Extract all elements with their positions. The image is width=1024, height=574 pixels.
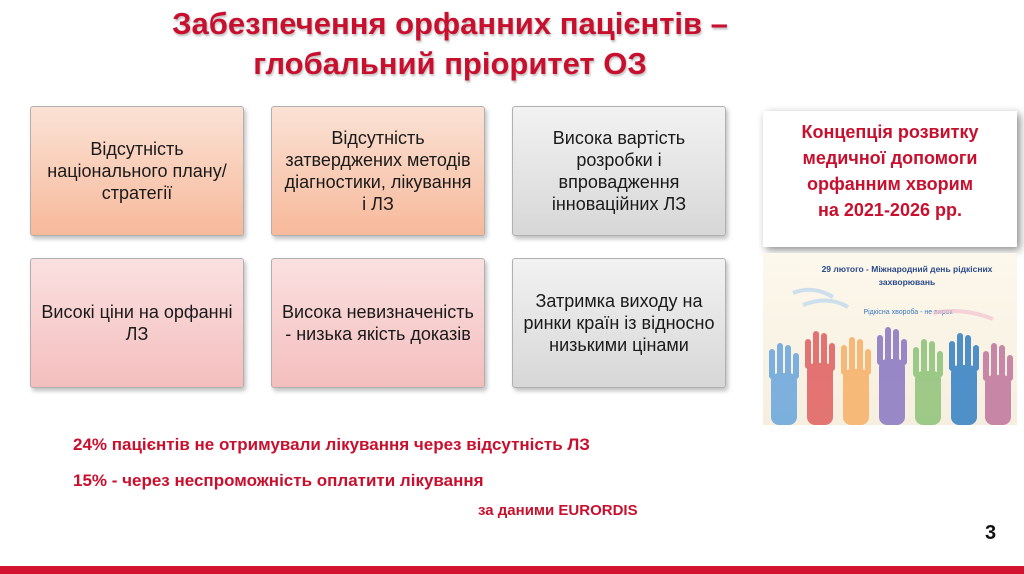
problem-box-text: Високі ціни на орфанні ЛЗ xyxy=(41,302,233,344)
problem-box-market-entry-delay xyxy=(512,258,726,388)
title-line-2: глобальний пріоритет ОЗ xyxy=(253,46,647,81)
problem-box-high-uncertainty xyxy=(271,258,485,388)
problem-box-text: Висока невизначеність - низька якість доказів xyxy=(282,302,474,344)
concept-line-1: Концепція розвитку xyxy=(801,122,979,142)
slide-number: 3 xyxy=(985,522,997,544)
hand-icon xyxy=(877,327,907,425)
poster-subtitle: Рідкісна хвороба - не вирок xyxy=(863,309,953,316)
stat-line-15-percent: 15% - через неспроможність оплатити лікування xyxy=(73,471,484,490)
problem-box-high-prices xyxy=(30,258,244,388)
slide-title xyxy=(60,4,840,84)
hand-icon xyxy=(805,331,835,425)
hand-icon xyxy=(769,343,799,425)
poster-title: 29 лютого - Міжнародний день рідкісних захворювань xyxy=(821,264,993,287)
problem-box-no-national-plan xyxy=(30,106,244,236)
hand-icon xyxy=(949,333,979,425)
rare-disease-day-poster xyxy=(763,253,1017,425)
concept-line-3: орфанним хворим xyxy=(806,174,974,194)
problem-box-no-approved-methods xyxy=(271,106,485,236)
concept-line-4: на 2021-2026 рр. xyxy=(818,200,962,220)
stat-line-24-percent: 24% пацієнтів не отримували лікування через відсутність ЛЗ xyxy=(73,435,590,454)
hand-icon xyxy=(841,337,871,425)
source-note: за даними EURORDIS xyxy=(478,502,638,519)
concept-line-2: медичної допомоги xyxy=(802,148,978,168)
problem-box-text: Висока вартість розробки і впровадження інноваційних ЛЗ xyxy=(551,128,687,214)
problem-box-text: Відсутність національного плану/стратегії xyxy=(47,139,227,203)
bottom-accent-bar xyxy=(0,566,1024,574)
concept-callout xyxy=(763,111,1017,247)
hand-icon xyxy=(913,339,943,425)
title-line-1: Забезпечення орфанних пацієнтів – xyxy=(172,6,728,41)
problem-box-text: Затримка виходу на ринки країн із відносно низькими цінами xyxy=(523,291,715,355)
problem-box-text: Відсутність затверджених методів діагностики, лікування і ЛЗ xyxy=(284,128,472,214)
raised-hands-illustration xyxy=(763,253,1017,425)
hand-icon xyxy=(983,343,1013,425)
problem-box-high-development-cost xyxy=(512,106,726,236)
